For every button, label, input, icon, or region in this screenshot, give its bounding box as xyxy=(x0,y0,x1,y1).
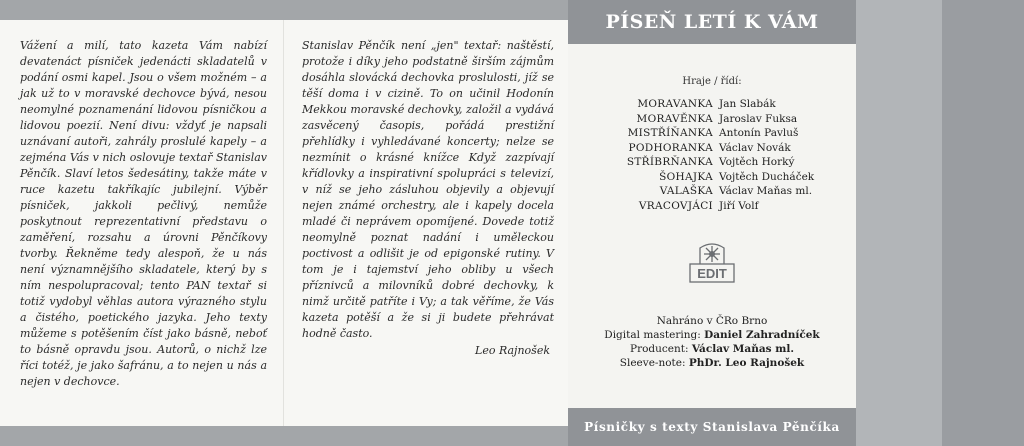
subtitle-band xyxy=(568,408,856,446)
album-subtitle: Písničky s texty Stanislava Pěnčíka xyxy=(584,420,840,434)
plays-label: Hraje / řídí: xyxy=(682,76,742,87)
title-band xyxy=(568,0,856,44)
band-name: VRACOVJÁCI xyxy=(638,199,713,212)
mastering-label: Digital mastering: xyxy=(604,329,701,341)
liner-notes-text-left: Vážení a milí, tato kazeta Vám nabízí devatenáct písniček jedenácti skladatelů v podání osmi kapel. Jsou o všem možném – a jak už to v moravské dechovce bývá, nesou neomylné poznamenání lidovou písničkou a lidovou poezií. Není divu: vždyť je napsali uznávaní autoři, zahrály proslulé kapely – a zejména Vás v nich oslovuje textař Stanislav Pěnčík. Slaví letos šedesátiny, takže máte v ruce kazetu takříkajíc jubilejní. Výběr písniček, jakkoli pečlivý, nemůže poskytnout reprezentativní představu o zaměření, rozsahu a úrovni Pěnčíkovy tvorby. Řekněme tedy alespoň, že u nás není významnějšího skladatele, který by s ním nespolupracoval; tento PAN textař si totiž vydobyl věhlas autora výrazného stylu a čistého, poetického jazyka. Jeho texty můžeme s potěšením číst jako básně, neboť to básně opravdu jsou. Autorů, o nichž lze říci totéž, je jako šafránu, a to nejen u nás a nejen v dechovce. xyxy=(20,39,267,388)
band-leader: Jiří Volf xyxy=(719,199,759,212)
credit-row xyxy=(568,184,856,199)
producer-name: Václav Maňas ml. xyxy=(691,343,794,355)
liner-notes-left-panel xyxy=(0,20,283,426)
mastering-name: Daniel Zahradníček xyxy=(704,329,820,341)
band-leader: Václav Novák xyxy=(719,141,791,154)
logo-text: EDIT xyxy=(697,266,727,281)
producer-line xyxy=(568,342,856,356)
sleeve-label: Sleeve-note: xyxy=(619,357,686,369)
band-name: PODHORANKA xyxy=(628,141,713,154)
liner-notes-text-middle: Stanislav Pěnčík není „jen" textař: naštěstí, protože i díky jeho podstatně širším zájmům dosáhla slovácká dechovka proslulosti, jíž se těší doma i v cizině. To on učinil Hodonín Mekkou moravské dechovky, založil a vydává zasvěcený časopis, pořádá prestižní přehlídky i vyhledávané koncerty; nelze se nezmínit o krásné knížce Když zazpívají křídlovky a inspirativní spolupráci s televizí, v níž se jeho zásluhou objevily a objevují nejen známé orchestry, ale i kapely docela mladé či neprávem opomíjené. Dovede totiž neomylně poznat nadání i uměleckou poctivost a odlišit je od epigonské rutiny. V tom je i tajemství jeho obliby u všech příznivců a milovníků dobré dechovky, k nimž určitě patříte i Vy; a tak věříme, že Vás kazeta potěší a že si ji budete přehrávat hodně často. xyxy=(302,39,554,340)
edit-logo-icon xyxy=(686,238,738,288)
band-leader: Vojtěch Ducháček xyxy=(719,170,815,183)
album-title: PÍSEŇ LETÍ K VÁM xyxy=(605,11,819,33)
credit-row xyxy=(568,126,856,141)
liner-notes-middle-panel xyxy=(283,20,568,426)
recording-credits xyxy=(568,314,856,370)
credits-table xyxy=(568,97,856,213)
sleeve-line xyxy=(568,356,856,370)
signature: Leo Rajnošek xyxy=(475,344,550,357)
credit-row xyxy=(568,170,856,185)
band-name: VALAŠKA xyxy=(659,185,713,197)
cover-panel xyxy=(568,0,856,446)
credit-row xyxy=(568,141,856,156)
band-leader: Vojtěch Horký xyxy=(719,156,795,168)
band-name: ŠOHAJKA xyxy=(659,170,713,183)
credit-row xyxy=(568,155,856,170)
producer-label: Producent: xyxy=(630,343,689,355)
credit-row xyxy=(568,112,856,127)
band-name: MISTŘÍŇANKA xyxy=(627,127,713,139)
band-name: MORAVĚNKA xyxy=(636,112,713,125)
band-leader: Jan Slabák xyxy=(719,98,776,110)
band-leader: Antonín Pavluš xyxy=(719,127,799,139)
credit-row xyxy=(568,97,856,112)
credit-row xyxy=(568,199,856,214)
recorded-line: Nahráno v ČRo Brno xyxy=(656,315,768,327)
band-leader: Jaroslav Fuksa xyxy=(719,112,798,125)
sleeve-name: PhDr. Leo Rajnošek xyxy=(688,357,805,369)
left-edge-strip xyxy=(0,0,568,20)
band-leader: Václav Maňas ml. xyxy=(719,185,813,197)
bottom-edge-strip xyxy=(0,426,568,446)
mastering-line xyxy=(568,328,856,342)
right-edge-stripe xyxy=(942,0,1024,446)
band-name: STŘÍBRŇANKA xyxy=(626,156,713,168)
right-card-stripe xyxy=(856,0,942,446)
band-name: MORAVANKA xyxy=(637,98,713,110)
